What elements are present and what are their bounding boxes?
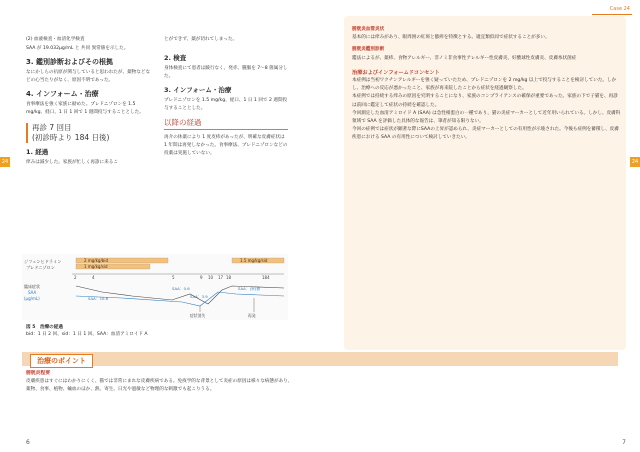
treatment-figure <box>22 254 288 320</box>
case-rule <box>592 14 632 15</box>
col2-top-line: とができず、薬が切れてしまった。 <box>164 37 238 42</box>
point-subhead: 膀胱炎程要 <box>26 371 50 376</box>
event1-label: 症状消失 <box>190 313 206 318</box>
box-text-1: 基本的には痒みがあり、眼周囲の紅斑と膨疹を特徴とする。適宜類似同で症状することが多い。 <box>352 35 550 41</box>
saa-unit: (μg/mL) <box>24 296 40 301</box>
day-tick: 4 <box>92 275 95 280</box>
revisit-title: 再診 7 回目 <box>32 123 72 132</box>
item2-line: SAA が 19.032μg/mL と 共同 異常値を示した。 <box>26 46 129 51</box>
point-text: 皮膚疾患はすぐにはわかりにくく、猫では非常にまれな皮膚疾病である。免疫学的な背景として炎症の原因は様々な病態があり、薬物、食事、植物、輸血のほか、熱、寄生、日光や過敏など物理的な刺激でも起こりうる。 <box>26 379 293 392</box>
clinical-label: 臨床症状 <box>24 284 40 289</box>
point-banner <box>22 352 618 366</box>
day-tick: 5 <box>172 275 175 280</box>
explanation-text <box>352 22 622 143</box>
after-course-text: 再介の休薬により 1 度皮疹があったが、明確な皮膚症状は 1 年間は再発しなかった。食事療法、プレドニゾロンなどの投薬は実施していない。 <box>164 135 288 156</box>
left-page-number: 6 <box>26 439 30 446</box>
day-tick: 17 <box>218 275 224 280</box>
dose1-label: 2 mg/kg/bid <box>84 258 108 263</box>
day-tick: 10 <box>208 275 214 280</box>
drug-label-1: ジフェンヒドラミン <box>24 259 62 264</box>
left-page-tab: 24 <box>1 159 9 165</box>
item2-heading: (2) 血液検査・血清化学検査 <box>26 37 85 42</box>
drug-label-2: プレドニゾロン <box>26 265 55 270</box>
saa-label: SAA <box>28 290 37 295</box>
dose2-label: 1 mg/kg/sid <box>84 264 108 269</box>
exam-text: 身体検査にて患者は跛行なく、発赤、腫脹を 7〜8 箇属分した。 <box>164 66 288 79</box>
box-subhead-1: 膀胱炎血管炎状 <box>352 27 385 32</box>
box-subhead-3: 治療およびインフォームドコンセント <box>352 69 440 76</box>
revisit-subtitle: (初診時より 184 日後) <box>32 133 110 142</box>
case-label: Case 24 <box>609 6 630 12</box>
dose3-label: 1.5 mg/kg/sid <box>240 258 268 263</box>
saa-mid2: SAA：3.9 <box>190 294 208 299</box>
saa-last: SAA：(異)値 <box>238 286 261 291</box>
right-page-number: 7 <box>622 439 626 446</box>
left-column-2 <box>164 36 288 159</box>
saa-first: SAA：10.8 <box>88 296 109 301</box>
day-tick: 9 <box>200 275 203 280</box>
box-para-1: 本症例は当初ワクチンアレルギーを強く疑っていたため、プレドニゾロンを 2 mg/kg 以上で投与することを検討していた。しかし、治療への反応が悪かったこと、家族が再来院したことから症状を経過観察した。 <box>352 78 617 92</box>
point-title: 治療のポイント <box>30 354 93 368</box>
box-para-4: 今回の症例では症状が顕著な際にSAAの上昇が認められ、炎症マーカーとしての有用性が示唆された。今後も症例を蓄積し、皮膚疾患における SAA の有用性について検討していきたい。 <box>352 127 619 141</box>
diagnosis-heading: 3. 鑑別診断およびその根拠 <box>26 58 113 66</box>
revisit-course-heading: 1. 経過 <box>26 148 49 156</box>
day-tick: 18 <box>226 275 232 280</box>
day-tick: 2 <box>74 275 77 280</box>
right-page-tab: 24 <box>631 159 639 165</box>
box-para-3: 今回測定した血清アミロイド A (SAA) は急性相蛋白の一種であり、猫の炎症マーカーとして近年用いられている。しかし、皮膚科領域で SAA を評価した具体的な報告は、筆者が知る限りない。 <box>352 110 621 125</box>
diagnosis-text: なにかしらの抗原が関与していると思われたが、薬物などなどの心当たりがなく、原因不明であった。 <box>26 70 151 83</box>
inform-heading: 4. インフォーム・治療 <box>26 90 99 98</box>
saa-mid: SAA：0.6 <box>172 286 190 291</box>
exam-heading: 2. 検査 <box>164 54 187 62</box>
figure-caption-title: 図 5 治療の経過 <box>26 325 63 330</box>
point-body <box>26 370 296 394</box>
event2-label: 再発 <box>248 313 256 318</box>
day-tick: 184 <box>262 275 270 280</box>
treatment-text: プレドニゾロンを 1.5 mg/kg、経口、1 日 1 回で 2 週間投与することとした。 <box>164 98 288 111</box>
left-column-1 <box>26 36 152 168</box>
treatment-heading: 3. インフォーム・治療 <box>164 86 232 94</box>
box-para-2: 本症例では持続する痒みの原因を究明することになり、家族のコンプライアンスの確保が重要であった。家族の下で子猫を、再診は前回に鑑定して症状の持続を確認した。 <box>352 94 618 108</box>
figure-caption <box>26 324 148 338</box>
box-text-2: 鑑法によるが、薬疹、食物アレルギー、非ノミ非食事性アレルギー性皮膚炎、好酸球性皮膚炎、皮膚糸状菌症 <box>352 55 577 61</box>
inform-text: 食事療法を強く家族に勧めた。プレドニゾロンを 1.5 mg/kg、経口、1 日 1 回で 1 週間投与することとした。 <box>26 102 144 115</box>
box-subhead-2: 膀胱炎鑑別診断 <box>352 47 385 53</box>
after-course-heading: 以降の経過 <box>164 119 288 130</box>
revisit-course-text: 痒みは減少した。家族が忙しく再診に来るこ <box>26 160 118 165</box>
figure-caption-note: bid：1 日 2 回、sid：1 日 1 回、SAA：血清アミロイド A <box>26 332 148 337</box>
revisit-box <box>26 123 152 143</box>
